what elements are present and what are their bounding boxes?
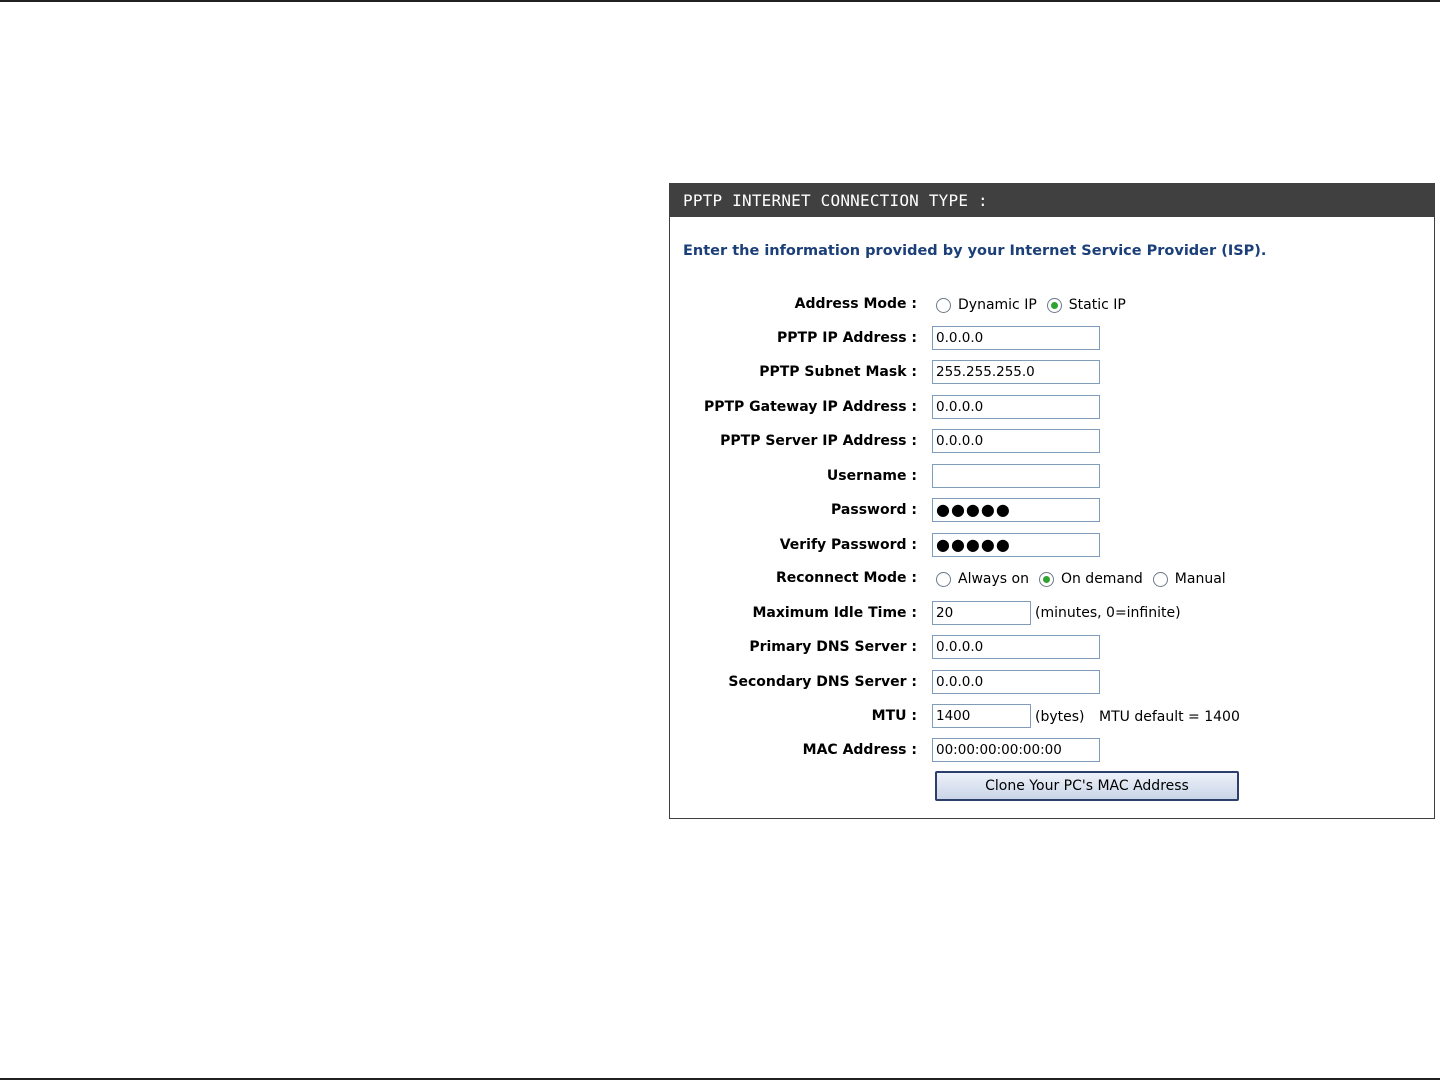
section-title: PPTP INTERNET CONNECTION TYPE : <box>670 184 1434 217</box>
subnet-mask-label: PPTP Subnet Mask : <box>759 364 917 380</box>
pptp-ip-input[interactable] <box>932 326 1100 350</box>
always-on-radio[interactable] <box>936 572 951 587</box>
mtu-units: (bytes) <box>1035 709 1085 725</box>
address-mode-radio-group <box>936 297 1136 313</box>
dynamic-ip-radio[interactable] <box>936 298 951 313</box>
primary-dns-input[interactable] <box>932 635 1100 659</box>
mtu-default-note: MTU default = 1400 <box>1099 709 1240 725</box>
gateway-ip-input[interactable] <box>932 395 1100 419</box>
radio-selected-dot <box>1051 302 1058 309</box>
pptp-settings-panel <box>669 183 1435 819</box>
dynamic-ip-label: Dynamic IP <box>958 297 1037 313</box>
mtu-input[interactable] <box>932 704 1031 728</box>
password-label: Password : <box>831 502 917 518</box>
clone-mac-address-button[interactable]: Clone Your PC's MAC Address <box>935 771 1239 801</box>
manual-radio[interactable] <box>1153 572 1168 587</box>
reconnect-mode-label: Reconnect Mode : <box>775 570 917 586</box>
server-ip-input[interactable] <box>932 429 1100 453</box>
max-idle-time-units: (minutes, 0=infinite) <box>1035 605 1181 621</box>
static-ip-radio[interactable] <box>1047 298 1062 313</box>
bottom-rule <box>0 1078 1440 1080</box>
always-on-label: Always on <box>958 571 1029 587</box>
static-ip-label: Static IP <box>1068 297 1126 313</box>
server-ip-label: PPTP Server IP Address : <box>720 433 917 449</box>
mtu-label: MTU : <box>871 708 917 724</box>
pptp-ip-label: PPTP IP Address : <box>777 330 917 346</box>
mac-address-input[interactable] <box>932 738 1100 762</box>
verify-password-label: Verify Password : <box>779 537 917 553</box>
intro-text: Enter the information provided by your Internet Service Provider (ISP). <box>683 243 1267 259</box>
radio-selected-dot <box>1043 576 1050 583</box>
username-input[interactable] <box>932 464 1100 488</box>
subnet-mask-input[interactable] <box>932 360 1100 384</box>
on-demand-label: On demand <box>1060 571 1143 587</box>
top-rule <box>0 0 1440 2</box>
manual-label: Manual <box>1174 571 1226 587</box>
on-demand-radio[interactable] <box>1039 572 1054 587</box>
secondary-dns-input[interactable] <box>932 670 1100 694</box>
address-mode-label: Address Mode : <box>794 296 917 312</box>
primary-dns-label: Primary DNS Server : <box>749 639 917 655</box>
password-input[interactable] <box>932 498 1100 522</box>
max-idle-time-input[interactable] <box>932 601 1031 625</box>
reconnect-mode-radio-group <box>936 571 1236 587</box>
mac-address-label: MAC Address : <box>802 742 917 758</box>
secondary-dns-label: Secondary DNS Server : <box>728 674 917 690</box>
username-label: Username : <box>826 468 917 484</box>
gateway-ip-label: PPTP Gateway IP Address : <box>703 399 917 415</box>
verify-password-input[interactable] <box>932 533 1100 557</box>
max-idle-time-label: Maximum Idle Time : <box>752 605 917 621</box>
